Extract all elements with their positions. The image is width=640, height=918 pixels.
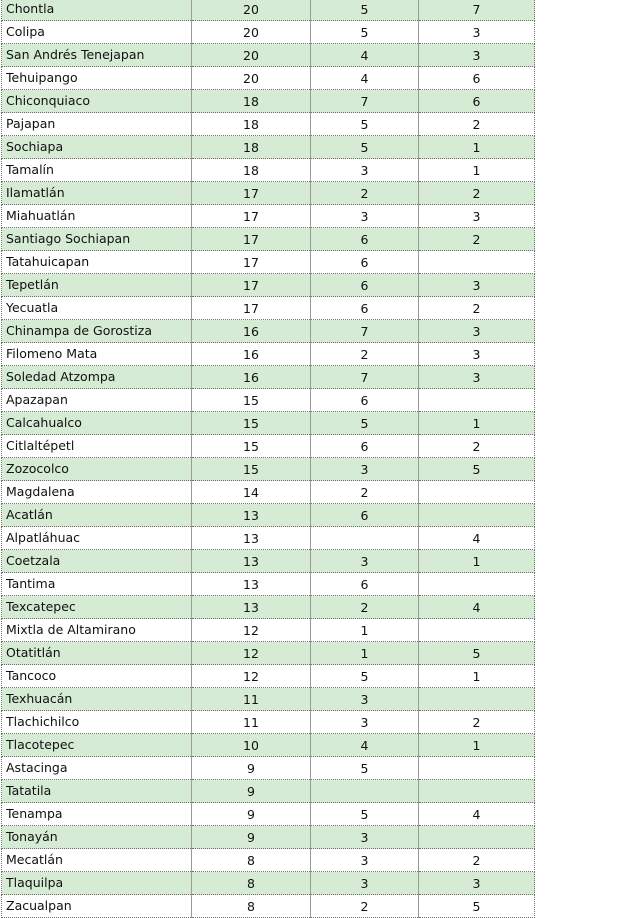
- table-row: [2, 182, 535, 205]
- municipality-cell: Mixtla de Altamirano: [2, 619, 192, 642]
- municipality-cell: Tlacotepec: [2, 734, 192, 757]
- value-a-cell: 17: [192, 228, 311, 251]
- value-b-cell: 2: [311, 895, 419, 918]
- value-c-cell: 6: [419, 67, 535, 90]
- table-body: [2, 0, 535, 918]
- table-row: [2, 67, 535, 90]
- table-row: [2, 205, 535, 228]
- value-c-cell: 5: [419, 458, 535, 481]
- value-a-cell: 18: [192, 136, 311, 159]
- value-b-cell: 3: [311, 711, 419, 734]
- table-row: [2, 550, 535, 573]
- value-a-cell: 17: [192, 205, 311, 228]
- table-row: [2, 90, 535, 113]
- value-c-cell: [419, 504, 535, 527]
- table-row: [2, 136, 535, 159]
- value-b-cell: 1: [311, 642, 419, 665]
- municipality-cell: Pajapan: [2, 113, 192, 136]
- table-row: [2, 895, 535, 918]
- municipality-cell: Tatahuicapan: [2, 251, 192, 274]
- value-a-cell: 9: [192, 803, 311, 826]
- value-c-cell: 1: [419, 136, 535, 159]
- municipality-cell: Santiago Sochiapan: [2, 228, 192, 251]
- table-row: [2, 642, 535, 665]
- municipality-cell: Chontla: [2, 0, 192, 21]
- value-a-cell: 16: [192, 320, 311, 343]
- table-row: [2, 596, 535, 619]
- value-c-cell: 2: [419, 113, 535, 136]
- value-b-cell: 7: [311, 320, 419, 343]
- table-row: [2, 711, 535, 734]
- value-b-cell: [311, 527, 419, 550]
- municipality-cell: Soledad Atzompa: [2, 366, 192, 389]
- value-b-cell: 2: [311, 596, 419, 619]
- value-c-cell: 1: [419, 665, 535, 688]
- value-a-cell: 8: [192, 849, 311, 872]
- value-c-cell: 5: [419, 895, 535, 918]
- municipality-cell: Ilamatlán: [2, 182, 192, 205]
- value-c-cell: 6: [419, 90, 535, 113]
- value-a-cell: 12: [192, 619, 311, 642]
- table-row: [2, 113, 535, 136]
- value-a-cell: 13: [192, 596, 311, 619]
- value-b-cell: 3: [311, 205, 419, 228]
- value-a-cell: 17: [192, 297, 311, 320]
- municipality-cell: Zacualpan: [2, 895, 192, 918]
- value-a-cell: 15: [192, 412, 311, 435]
- value-a-cell: 20: [192, 44, 311, 67]
- value-b-cell: 6: [311, 435, 419, 458]
- value-a-cell: 9: [192, 826, 311, 849]
- value-b-cell: 4: [311, 44, 419, 67]
- value-c-cell: 3: [419, 44, 535, 67]
- value-c-cell: 2: [419, 182, 535, 205]
- value-b-cell: 3: [311, 849, 419, 872]
- table-row: [2, 44, 535, 67]
- value-a-cell: 15: [192, 389, 311, 412]
- value-a-cell: 20: [192, 21, 311, 44]
- value-a-cell: 8: [192, 895, 311, 918]
- value-c-cell: 2: [419, 849, 535, 872]
- value-b-cell: [311, 780, 419, 803]
- municipality-table: [1, 0, 535, 918]
- table-row: [2, 274, 535, 297]
- value-b-cell: 7: [311, 366, 419, 389]
- value-a-cell: 18: [192, 113, 311, 136]
- value-c-cell: [419, 251, 535, 274]
- table-row: [2, 251, 535, 274]
- municipality-cell: Astacinga: [2, 757, 192, 780]
- value-a-cell: 20: [192, 67, 311, 90]
- table-row: [2, 872, 535, 895]
- municipality-cell: Mecatlán: [2, 849, 192, 872]
- value-a-cell: 11: [192, 688, 311, 711]
- value-b-cell: 5: [311, 136, 419, 159]
- value-c-cell: 5: [419, 642, 535, 665]
- value-a-cell: 13: [192, 573, 311, 596]
- municipality-cell: Texhuacán: [2, 688, 192, 711]
- value-a-cell: 20: [192, 0, 311, 21]
- table-row: [2, 734, 535, 757]
- municipality-cell: Filomeno Mata: [2, 343, 192, 366]
- value-a-cell: 12: [192, 642, 311, 665]
- municipality-cell: Zozocolco: [2, 458, 192, 481]
- value-a-cell: 13: [192, 504, 311, 527]
- value-b-cell: 6: [311, 297, 419, 320]
- municipality-cell: Otatitlán: [2, 642, 192, 665]
- municipality-cell: Tatatila: [2, 780, 192, 803]
- value-a-cell: 17: [192, 251, 311, 274]
- value-a-cell: 16: [192, 343, 311, 366]
- value-c-cell: 3: [419, 274, 535, 297]
- value-c-cell: 4: [419, 596, 535, 619]
- value-a-cell: 18: [192, 159, 311, 182]
- value-c-cell: [419, 619, 535, 642]
- municipality-cell: Chiconquiaco: [2, 90, 192, 113]
- value-c-cell: 1: [419, 550, 535, 573]
- value-c-cell: 3: [419, 21, 535, 44]
- value-c-cell: [419, 688, 535, 711]
- municipality-cell: Magdalena: [2, 481, 192, 504]
- value-a-cell: 9: [192, 757, 311, 780]
- municipality-cell: Texcatepec: [2, 596, 192, 619]
- table-row: [2, 435, 535, 458]
- value-a-cell: 14: [192, 481, 311, 504]
- table-row: [2, 688, 535, 711]
- value-c-cell: 3: [419, 205, 535, 228]
- value-b-cell: 5: [311, 113, 419, 136]
- table-row: [2, 21, 535, 44]
- value-a-cell: 9: [192, 780, 311, 803]
- value-c-cell: 3: [419, 366, 535, 389]
- value-c-cell: 1: [419, 412, 535, 435]
- value-b-cell: 6: [311, 251, 419, 274]
- table-row: [2, 366, 535, 389]
- value-b-cell: 5: [311, 803, 419, 826]
- table-row: [2, 389, 535, 412]
- value-c-cell: [419, 481, 535, 504]
- value-c-cell: [419, 389, 535, 412]
- value-b-cell: 3: [311, 872, 419, 895]
- table-row: [2, 619, 535, 642]
- value-c-cell: 1: [419, 734, 535, 757]
- value-a-cell: 15: [192, 458, 311, 481]
- value-b-cell: 4: [311, 67, 419, 90]
- table-row: [2, 320, 535, 343]
- municipality-cell: Yecuatla: [2, 297, 192, 320]
- value-a-cell: 13: [192, 527, 311, 550]
- value-b-cell: 6: [311, 573, 419, 596]
- municipality-cell: Miahuatlán: [2, 205, 192, 228]
- value-b-cell: 6: [311, 504, 419, 527]
- value-b-cell: 5: [311, 757, 419, 780]
- municipality-cell: Apazapan: [2, 389, 192, 412]
- table-row: [2, 0, 535, 21]
- value-a-cell: 17: [192, 274, 311, 297]
- value-b-cell: 2: [311, 182, 419, 205]
- table-row: [2, 159, 535, 182]
- table-row: [2, 665, 535, 688]
- value-a-cell: 18: [192, 90, 311, 113]
- value-a-cell: 12: [192, 665, 311, 688]
- value-b-cell: 6: [311, 389, 419, 412]
- municipality-cell: Tlachichilco: [2, 711, 192, 734]
- municipality-cell: Tamalín: [2, 159, 192, 182]
- value-a-cell: 15: [192, 435, 311, 458]
- municipality-cell: Tonayán: [2, 826, 192, 849]
- municipality-cell: Citlaltépetl: [2, 435, 192, 458]
- municipality-cell: Colipa: [2, 21, 192, 44]
- value-b-cell: 5: [311, 0, 419, 21]
- table-row: [2, 297, 535, 320]
- municipality-cell: Tlaquilpa: [2, 872, 192, 895]
- value-c-cell: 3: [419, 343, 535, 366]
- value-b-cell: 1: [311, 619, 419, 642]
- value-c-cell: 4: [419, 527, 535, 550]
- municipality-cell: Acatlán: [2, 504, 192, 527]
- value-b-cell: 5: [311, 412, 419, 435]
- municipality-cell: San Andrés Tenejapan: [2, 44, 192, 67]
- value-b-cell: 3: [311, 458, 419, 481]
- value-c-cell: [419, 826, 535, 849]
- value-b-cell: 6: [311, 228, 419, 251]
- municipality-cell: Coetzala: [2, 550, 192, 573]
- value-c-cell: [419, 573, 535, 596]
- table-row: [2, 527, 535, 550]
- table-row: [2, 573, 535, 596]
- value-a-cell: 11: [192, 711, 311, 734]
- table-row: [2, 412, 535, 435]
- table-row: [2, 803, 535, 826]
- value-b-cell: 6: [311, 274, 419, 297]
- value-b-cell: 5: [311, 21, 419, 44]
- table-row: [2, 343, 535, 366]
- table-row: [2, 780, 535, 803]
- value-c-cell: 3: [419, 320, 535, 343]
- value-c-cell: [419, 757, 535, 780]
- value-c-cell: 2: [419, 435, 535, 458]
- value-a-cell: 16: [192, 366, 311, 389]
- municipality-cell: Alpatláhuac: [2, 527, 192, 550]
- value-c-cell: 2: [419, 711, 535, 734]
- value-b-cell: 3: [311, 550, 419, 573]
- table-row: [2, 458, 535, 481]
- value-c-cell: 3: [419, 872, 535, 895]
- table-row: [2, 228, 535, 251]
- table-row: [2, 826, 535, 849]
- table-row: [2, 481, 535, 504]
- table-row: [2, 849, 535, 872]
- table-row: [2, 504, 535, 527]
- value-c-cell: 4: [419, 803, 535, 826]
- municipality-cell: Tepetlán: [2, 274, 192, 297]
- value-a-cell: 13: [192, 550, 311, 573]
- value-b-cell: 7: [311, 90, 419, 113]
- value-b-cell: 3: [311, 159, 419, 182]
- value-b-cell: 2: [311, 343, 419, 366]
- value-c-cell: [419, 780, 535, 803]
- municipality-cell: Tehuipango: [2, 67, 192, 90]
- value-b-cell: 4: [311, 734, 419, 757]
- municipality-cell: Tancoco: [2, 665, 192, 688]
- municipality-cell: Sochiapa: [2, 136, 192, 159]
- value-c-cell: 1: [419, 159, 535, 182]
- value-a-cell: 8: [192, 872, 311, 895]
- value-b-cell: 5: [311, 665, 419, 688]
- value-b-cell: 3: [311, 688, 419, 711]
- table-row: [2, 757, 535, 780]
- value-a-cell: 10: [192, 734, 311, 757]
- municipality-cell: Tenampa: [2, 803, 192, 826]
- value-a-cell: 17: [192, 182, 311, 205]
- value-c-cell: 2: [419, 297, 535, 320]
- value-c-cell: 7: [419, 0, 535, 21]
- value-c-cell: 2: [419, 228, 535, 251]
- municipality-cell: Tantima: [2, 573, 192, 596]
- value-b-cell: 3: [311, 826, 419, 849]
- municipality-cell: Chinampa de Gorostiza: [2, 320, 192, 343]
- municipality-cell: Calcahualco: [2, 412, 192, 435]
- value-b-cell: 2: [311, 481, 419, 504]
